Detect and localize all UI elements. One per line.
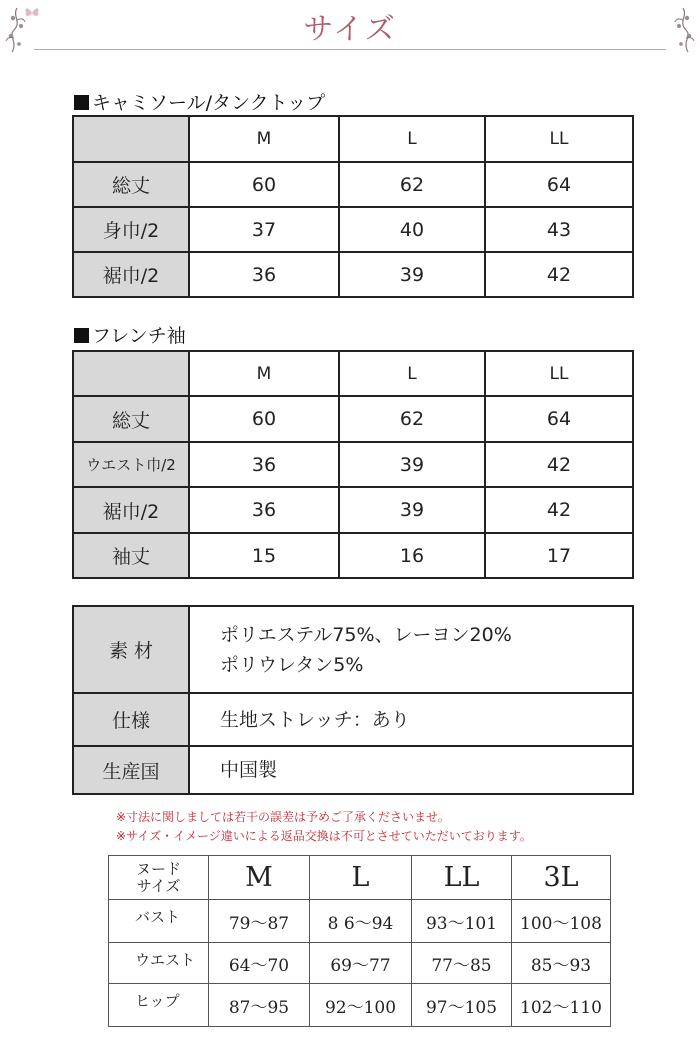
table-cell: 17 — [485, 533, 633, 578]
table-cell: 8 6〜94 — [310, 900, 412, 943]
table-cell: 42 — [485, 442, 633, 487]
table-cell: 69〜77 — [310, 943, 412, 984]
table-cell: 102〜110 — [512, 984, 611, 1027]
table-cell: 97〜105 — [412, 984, 512, 1027]
table-cell: 79〜87 — [209, 900, 310, 943]
page-title: サイズ — [303, 12, 397, 47]
section-title-french-sleeve: フレンチ袖 — [74, 321, 186, 348]
table-cell: 93〜101 — [412, 900, 512, 943]
table-header-row — [73, 116, 633, 162]
row-label: 総丈 — [73, 162, 189, 207]
table-cell: 85〜93 — [512, 943, 611, 984]
table-cell: 39 — [339, 442, 485, 487]
table-cell: 77〜85 — [412, 943, 512, 984]
table-row — [73, 396, 633, 442]
row-label: 裾巾/2 — [73, 252, 189, 297]
table-cell: 42 — [485, 487, 633, 533]
spec-row-spec — [73, 693, 633, 746]
row-label: 裾巾/2 — [73, 487, 189, 533]
camisole-size-table — [72, 115, 634, 298]
origin-label: 生産国 — [73, 746, 189, 794]
table-row — [73, 252, 633, 297]
table-cell: 100〜108 — [512, 900, 611, 943]
table-row — [109, 984, 611, 1027]
table-cell: 36 — [189, 442, 339, 487]
material-line: ポリウレタン5% — [220, 653, 364, 676]
table-row — [73, 162, 633, 207]
table-cell: 16 — [339, 533, 485, 578]
table-row — [73, 207, 633, 252]
spec-row-origin — [73, 746, 633, 794]
table-row — [73, 487, 633, 533]
table-cell: 62 — [339, 396, 485, 442]
product-spec-table — [72, 605, 634, 795]
table-cell: 36 — [189, 487, 339, 533]
column-header: M — [189, 351, 339, 396]
material-label: 素 材 — [73, 606, 189, 693]
column-header: L — [310, 856, 412, 900]
table-cell: 39 — [339, 487, 485, 533]
table-cell: 60 — [189, 396, 339, 442]
corner-cell: ヌード サイズ — [109, 856, 209, 900]
row-label: 袖丈 — [73, 533, 189, 578]
table-row — [73, 533, 633, 578]
column-header: LL — [485, 351, 633, 396]
section-title-camisole: キャミソール/タンクトップ — [74, 88, 325, 115]
row-label: 総丈 — [73, 396, 189, 442]
french-sleeve-size-table — [72, 350, 634, 579]
square-bullet-icon — [74, 95, 89, 110]
table-cell: 64〜70 — [209, 943, 310, 984]
table-cell: 92〜100 — [310, 984, 412, 1027]
column-header: LL — [485, 116, 633, 162]
table-cell: 39 — [339, 252, 485, 297]
table-cell: 15 — [189, 533, 339, 578]
table-cell: 40 — [339, 207, 485, 252]
material-value — [189, 606, 633, 693]
nude-size-table — [108, 855, 611, 1027]
table-cell: 36 — [189, 252, 339, 297]
table-cell: 64 — [485, 396, 633, 442]
table-row — [73, 442, 633, 487]
table-cell: 42 — [485, 252, 633, 297]
disclaimer-note: ※サイズ・イメージ違いによる返品交換は不可とさせていただいております。 — [116, 829, 532, 843]
corner-cell — [73, 116, 189, 162]
table-cell: 87〜95 — [209, 984, 310, 1027]
page-header — [0, 0, 700, 60]
column-header: L — [339, 351, 485, 396]
table-row — [109, 900, 611, 943]
spec-value: 生地ストレッチ：あり — [189, 693, 633, 746]
row-label: バスト — [109, 900, 209, 943]
corner-cell — [73, 351, 189, 396]
disclaimer-note: ※寸法に関しましては若干の誤差は予めご了承くださいませ。 — [116, 810, 450, 824]
column-header: M — [189, 116, 339, 162]
column-header: M — [209, 856, 310, 900]
table-header-row — [73, 351, 633, 396]
spec-row-material — [73, 606, 633, 693]
origin-value: 中国製 — [189, 746, 633, 794]
table-cell: 60 — [189, 162, 339, 207]
material-line: ポリエステル75%、レーヨン20% — [220, 623, 512, 646]
column-header: L — [339, 116, 485, 162]
row-label: ウエスト巾/2 — [73, 442, 189, 487]
table-cell: 64 — [485, 162, 633, 207]
row-label: ウエスト — [109, 943, 209, 984]
table-row — [109, 943, 611, 984]
table-cell: 62 — [339, 162, 485, 207]
table-header-row — [109, 856, 611, 900]
square-bullet-icon — [74, 328, 89, 343]
table-cell: 43 — [485, 207, 633, 252]
column-header: LL — [412, 856, 512, 900]
table-cell: 37 — [189, 207, 339, 252]
row-label: ヒップ — [109, 984, 209, 1027]
spec-label: 仕様 — [73, 693, 189, 746]
header-divider — [34, 49, 666, 50]
row-label: 身巾/2 — [73, 207, 189, 252]
column-header: 3L — [512, 856, 611, 900]
